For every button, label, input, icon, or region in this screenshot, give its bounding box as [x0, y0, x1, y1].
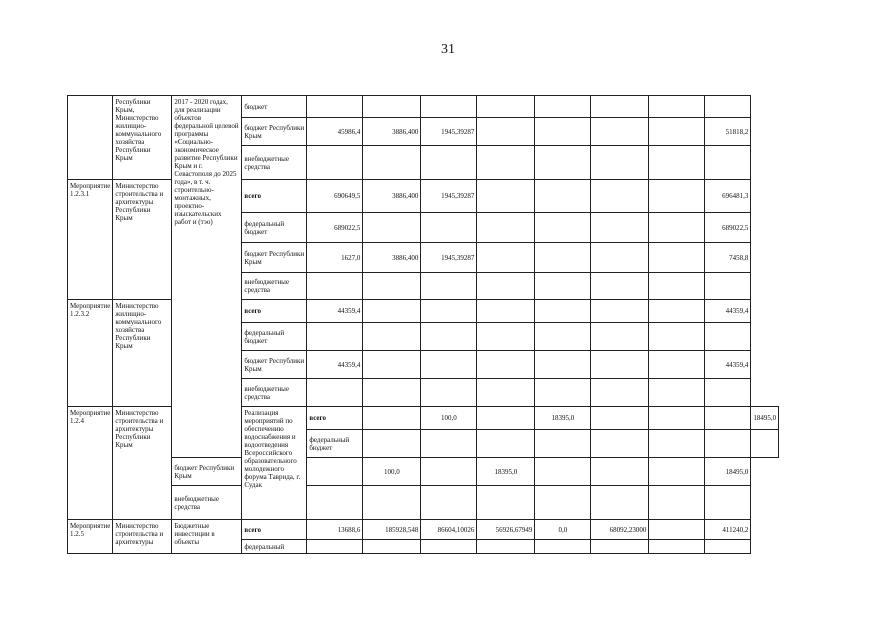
total-cell: 411240,2	[705, 520, 751, 540]
activity-id-cell: Мероприятие 1.2.4	[68, 407, 113, 520]
source-label: всего	[307, 407, 363, 430]
value-cell: 86604,10026	[421, 520, 477, 540]
source-label: федеральный бюджет	[307, 430, 363, 458]
source-label: всего	[242, 300, 307, 323]
total-cell: 44359,4	[705, 300, 751, 323]
total-cell: 18495,0	[751, 407, 779, 430]
value-cell: 3886,400	[363, 180, 421, 213]
table-row	[68, 520, 779, 540]
source-label: федеральный бюджет	[242, 213, 307, 243]
source-label: бюджет Республики Крым	[242, 351, 307, 379]
value-cell: 18395,0	[477, 458, 535, 486]
value-cell: 1945,39287	[421, 243, 477, 273]
value-cell: 0,0	[535, 520, 591, 540]
activity-name-cell: 2017 - 2020 годах, для реализации объектов федеральной целевой программы «Социально-экономическое развитие Республики Крым и г. Севастополя до 2025 года», в т. ч. строительно-монтажных, проектно-изыскательских работ и (тэо)	[172, 96, 242, 458]
value-cell: 1627,0	[307, 243, 363, 273]
activity-id-cell: Мероприятие 1.2.3.1	[68, 180, 113, 300]
source-label: внебюджетные средства	[242, 273, 307, 300]
total-cell: 18495,0	[705, 458, 751, 486]
activity-id-cell: Мероприятие 1.2.3.2	[68, 300, 113, 407]
value-cell: 1945,39287	[421, 180, 477, 213]
source-label: внебюджетные средства	[242, 379, 307, 407]
value-cell: 100,0	[363, 458, 421, 486]
executor-cell: Министерство жилищно-коммунального хозяйства Республики Крым	[113, 300, 172, 407]
value-cell: 44359,4	[307, 351, 363, 379]
value-cell: 45986,4	[307, 118, 363, 146]
source-label: внебюджетные средства	[172, 486, 242, 520]
value-cell: 13688,6	[307, 520, 363, 540]
source-label: внебюджетные средства	[242, 146, 307, 180]
executor-cell: Министерство строительства и архитектуры	[113, 520, 172, 554]
activity-name-cell: Бюджетные инвестиции в объекты	[172, 520, 242, 554]
activity-id-cell	[68, 96, 113, 180]
value-cell: 18395,0	[535, 407, 591, 430]
budget-table	[67, 95, 779, 554]
value-cell: 3886,400	[363, 118, 421, 146]
total-cell: 7458,8	[705, 243, 751, 273]
value-cell: 690649,5	[307, 180, 363, 213]
value-cell: 44359,4	[307, 300, 363, 323]
value-cell: 1945,39287	[421, 118, 477, 146]
total-cell: 51818,2	[705, 118, 751, 146]
source-label: федеральный	[242, 540, 307, 554]
source-label: федеральный бюджет	[242, 323, 307, 351]
source-label: всего	[242, 520, 307, 540]
source-label: бюджет Республики Крым	[242, 243, 307, 273]
page-number: 31	[441, 42, 455, 57]
total-cell: 696481,3	[705, 180, 751, 213]
total-cell: 689022,5	[705, 213, 751, 243]
source-label: бюджет	[242, 96, 307, 118]
total-cell: 44359,4	[705, 351, 751, 379]
value-cell: 3886,400	[363, 243, 421, 273]
executor-cell: Республики Крым, Министерство жилищно-коммунального хозяйства Республики Крым	[113, 96, 172, 180]
executor-cell: Министерство строительства и архитектуры Республики Крым	[113, 407, 172, 520]
table-row	[68, 458, 779, 486]
source-label: всего	[242, 180, 307, 213]
source-label: бюджет Республики Крым	[172, 458, 242, 486]
executor-cell: Министерство строительства и архитектуры Республики Крым	[113, 180, 172, 300]
value-cell: 100,0	[421, 407, 477, 430]
value-cell: 68092,23000	[591, 520, 649, 540]
table-row	[68, 486, 779, 520]
activity-name-cell: Реализация мероприятий по обеспечению водоснабжения и водоотведения Всероссийского образовательного молодежного форума Таврида, г. Судак	[242, 407, 307, 520]
source-label: бюджет Республики Крым	[242, 118, 307, 146]
value-cell: 185928,548	[363, 520, 421, 540]
activity-id-cell: Мероприятие 1.2.5	[68, 520, 113, 554]
value-cell: 689022,5	[307, 213, 363, 243]
table-row	[68, 96, 779, 118]
value-cell: 56926,67949	[477, 520, 535, 540]
